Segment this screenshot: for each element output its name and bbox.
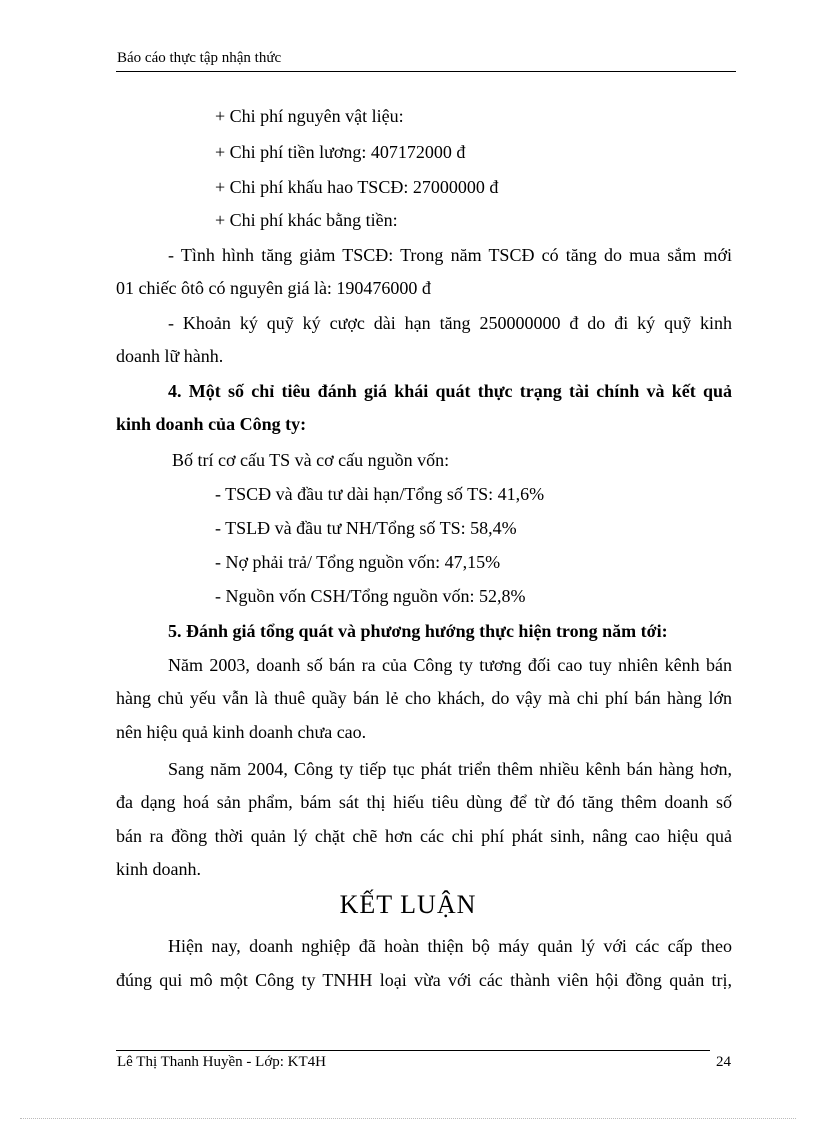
cost-item-salary: + Chi phí tiền lương: 407172000 đ — [215, 142, 466, 162]
ratio-current-assets: - TSLĐ và đầu tư NH/Tổng số TS: 58,4% — [215, 518, 517, 538]
structure-intro: Bố trí cơ cấu TS và cơ cấu nguồn vốn: — [172, 450, 450, 470]
paragraph-2004-line-2: đa dạng hoá sản phẩm, bám sát thị hiếu tiêu dùng để từ đó tăng thêm doanh số — [116, 792, 732, 812]
cost-item-materials: + Chi phí nguyên vật liệu: — [215, 106, 404, 126]
fixed-asset-line-1: - Tình hình tăng giảm TSCĐ: Trong năm TSCĐ có tăng do mua sắm mới — [168, 245, 732, 265]
conclusion-line-2: đúng qui mô một Công ty TNHH loại vừa với các thành viên hội đồng quản trị, — [116, 970, 732, 990]
paragraph-2003-line-3: nên hiệu quả kinh doanh chưa cao. — [116, 722, 367, 742]
header-divider — [116, 71, 736, 72]
section-5-heading: 5. Đánh giá tổng quát và phương hướng thực hiện trong năm tới: — [168, 621, 668, 641]
ratio-liabilities: - Nợ phải trả/ Tổng nguồn vốn: 47,15% — [215, 552, 501, 572]
cost-item-other: + Chi phí khác bằng tiền: — [215, 210, 398, 230]
section-4-heading-line-1: 4. Một số chỉ tiêu đánh giá khái quát thực trạng tài chính và kết quả — [168, 381, 732, 401]
page-header-title: Báo cáo thực tập nhận thức — [117, 50, 282, 66]
deposit-line-2: doanh lữ hành. — [116, 346, 224, 366]
section-4-heading-line-2: kinh doanh của Công ty: — [116, 414, 307, 434]
cost-item-depreciation: + Chi phí khấu hao TSCĐ: 27000000 đ — [215, 177, 499, 197]
paragraph-2004-line-4: kinh doanh. — [116, 859, 201, 879]
deposit-line-1: - Khoản ký quỹ ký cược dài hạn tăng 250000000 đ do đi ký quỹ kinh — [168, 313, 732, 333]
footer-divider — [116, 1050, 710, 1051]
footer-author-class: Lê Thị Thanh Huyền - Lớp: KT4H — [117, 1054, 327, 1070]
paragraph-2003-line-1: Năm 2003, doanh số bán ra của Công ty tương đối cao tuy nhiên kênh bán — [168, 655, 732, 675]
ratio-equity: - Nguồn vốn CSH/Tổng nguồn vốn: 52,8% — [215, 586, 526, 606]
paragraph-2003-line-2: hàng chủ yếu vẫn là thuê quầy bán lẻ cho khách, do vậy mà chi phí bán hàng lớn — [116, 688, 732, 708]
paragraph-2004-line-3: bán ra đồng thời quản lý chặt chẽ hơn các chi phí phát sinh, nâng cao hiệu quả — [116, 826, 732, 846]
ratio-fixed-assets: - TSCĐ và đầu tư dài hạn/Tổng số TS: 41,6% — [215, 484, 545, 504]
conclusion-line-1: Hiện nay, doanh nghiệp đã hoàn thiện bộ máy quản lý với các cấp theo — [168, 936, 732, 956]
conclusion-heading: KẾT LUẬN — [339, 890, 477, 919]
page-number: 24 — [716, 1054, 731, 1070]
paragraph-2004-line-1: Sang năm 2004, Công ty tiếp tục phát triển thêm nhiều kênh bán hàng hơn, — [168, 759, 732, 779]
page-bottom-edge — [20, 1118, 796, 1119]
fixed-asset-line-2: 01 chiếc ôtô có nguyên giá là: 190476000 đ — [116, 278, 431, 298]
